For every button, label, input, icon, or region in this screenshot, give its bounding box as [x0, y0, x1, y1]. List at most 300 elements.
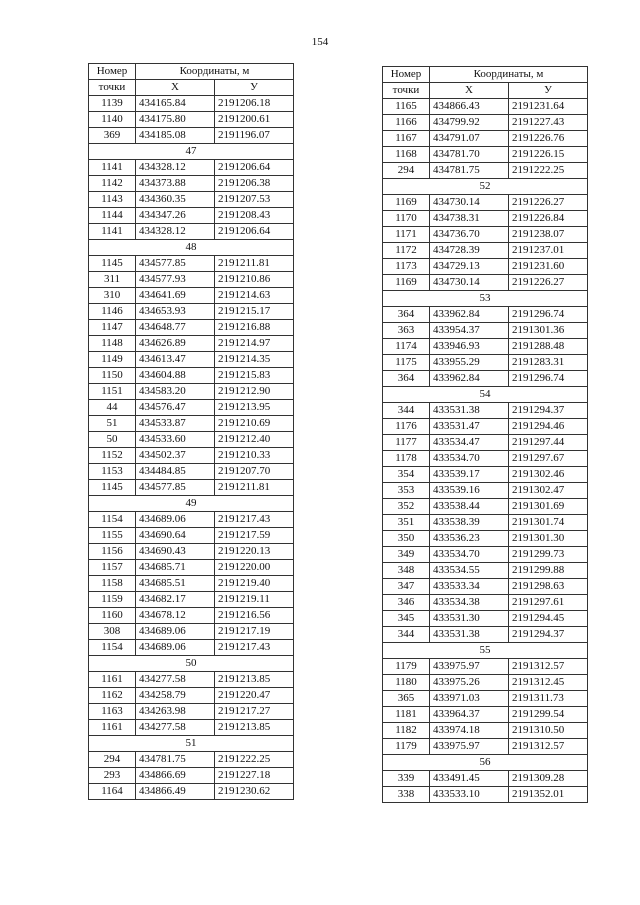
coordinates-header: Координаты, м	[430, 67, 588, 83]
point-number-cell: 1169	[383, 275, 430, 291]
table-row	[383, 675, 588, 691]
point-number-cell: 1177	[383, 435, 430, 451]
y-coordinate-cell: 2191206.18	[215, 96, 294, 112]
point-number-cell: 1161	[89, 672, 136, 688]
table-row	[383, 611, 588, 627]
table-row	[89, 192, 294, 208]
table-row	[89, 528, 294, 544]
table-row	[383, 451, 588, 467]
y-coordinate-cell: 2191298.63	[509, 579, 588, 595]
y-coordinate-cell: 2191283.31	[509, 355, 588, 371]
table-row	[383, 515, 588, 531]
point-number-cell: 1145	[89, 256, 136, 272]
y-coordinate-cell: 2191211.81	[215, 480, 294, 496]
table-row	[89, 416, 294, 432]
table-row	[89, 768, 294, 784]
x-coordinate-cell: 434678.12	[136, 608, 215, 624]
x-coordinate-cell: 434613.47	[136, 352, 215, 368]
x-coordinate-cell: 434185.08	[136, 128, 215, 144]
y-coordinate-cell: 2191309.28	[509, 771, 588, 787]
x-coordinate-cell: 434690.43	[136, 544, 215, 560]
table-row	[89, 448, 294, 464]
group-header-row	[89, 656, 294, 672]
table-row	[89, 464, 294, 480]
y-coordinate-cell: 2191301.30	[509, 531, 588, 547]
point-number-cell: 1165	[383, 99, 430, 115]
x-coordinate-cell: 434738.31	[430, 211, 509, 227]
group-number: 48	[89, 240, 294, 256]
x-coordinate-cell: 433971.03	[430, 691, 509, 707]
point-number-header-line2: точки	[383, 83, 430, 99]
table-row	[89, 784, 294, 800]
x-coordinate-cell: 434328.12	[136, 224, 215, 240]
y-coordinate-cell: 2191213.85	[215, 672, 294, 688]
table-row	[383, 227, 588, 243]
x-coordinate-cell: 434728.39	[430, 243, 509, 259]
x-coordinate-cell: 433539.16	[430, 483, 509, 499]
table-row	[89, 384, 294, 400]
y-coordinate-cell: 2191301.36	[509, 323, 588, 339]
point-number-cell: 1149	[89, 352, 136, 368]
y-coordinate-cell: 2191299.54	[509, 707, 588, 723]
point-number-cell: 354	[383, 467, 430, 483]
point-number-cell: 1169	[383, 195, 430, 211]
x-coordinate-cell: 433975.26	[430, 675, 509, 691]
x-coordinate-cell: 434653.93	[136, 304, 215, 320]
table-row	[383, 691, 588, 707]
table-row	[89, 544, 294, 560]
table-row	[383, 499, 588, 515]
point-number-cell: 1176	[383, 419, 430, 435]
table-row	[89, 608, 294, 624]
point-number-cell: 1155	[89, 528, 136, 544]
group-number: 53	[383, 291, 588, 307]
x-coordinate-cell: 433975.97	[430, 739, 509, 755]
y-coordinate-cell: 2191226.84	[509, 211, 588, 227]
table-row	[89, 688, 294, 704]
y-coordinate-cell: 2191196.07	[215, 128, 294, 144]
table-row	[383, 243, 588, 259]
x-coordinate-cell: 433534.70	[430, 547, 509, 563]
x-coordinate-cell: 434347.26	[136, 208, 215, 224]
y-coordinate-cell: 2191216.88	[215, 320, 294, 336]
x-coordinate-cell: 434866.69	[136, 768, 215, 784]
point-number-cell: 1163	[89, 704, 136, 720]
x-coordinate-cell: 434689.06	[136, 512, 215, 528]
point-number-cell: 1161	[89, 720, 136, 736]
y-column-header: У	[215, 80, 294, 96]
x-coordinate-cell: 433534.70	[430, 451, 509, 467]
x-coordinate-cell: 433531.47	[430, 419, 509, 435]
x-coordinate-cell: 433962.84	[430, 307, 509, 323]
x-coordinate-cell: 433954.37	[430, 323, 509, 339]
group-header-row	[89, 736, 294, 752]
y-coordinate-cell: 2191302.47	[509, 483, 588, 499]
x-coordinate-cell: 434689.06	[136, 624, 215, 640]
x-coordinate-cell: 434165.84	[136, 96, 215, 112]
table-row	[383, 787, 588, 803]
x-coordinate-cell: 434781.75	[430, 163, 509, 179]
table-row	[89, 304, 294, 320]
y-coordinate-cell: 2191226.27	[509, 195, 588, 211]
y-coordinate-cell: 2191220.00	[215, 560, 294, 576]
x-coordinate-cell: 434577.93	[136, 272, 215, 288]
table-row	[89, 592, 294, 608]
x-coordinate-cell: 433962.84	[430, 371, 509, 387]
y-coordinate-cell: 2191352.01	[509, 787, 588, 803]
point-number-cell: 294	[383, 163, 430, 179]
y-coordinate-cell: 2191231.60	[509, 259, 588, 275]
point-number-cell: 1182	[383, 723, 430, 739]
point-number-cell: 1152	[89, 448, 136, 464]
table-row	[89, 336, 294, 352]
point-number-cell: 1143	[89, 192, 136, 208]
y-coordinate-cell: 2191215.83	[215, 368, 294, 384]
y-coordinate-cell: 2191238.07	[509, 227, 588, 243]
point-number-cell: 1145	[89, 480, 136, 496]
point-number-cell: 347	[383, 579, 430, 595]
y-coordinate-cell: 2191294.37	[509, 403, 588, 419]
point-number-cell: 345	[383, 611, 430, 627]
y-coordinate-cell: 2191220.47	[215, 688, 294, 704]
point-number-cell: 1139	[89, 96, 136, 112]
x-coordinate-cell: 434685.71	[136, 560, 215, 576]
y-coordinate-cell: 2191215.17	[215, 304, 294, 320]
x-coordinate-cell: 434685.51	[136, 576, 215, 592]
x-coordinate-cell: 434781.70	[430, 147, 509, 163]
table-row	[383, 307, 588, 323]
x-coordinate-cell: 433533.10	[430, 787, 509, 803]
x-coordinate-cell: 434866.43	[430, 99, 509, 115]
y-coordinate-cell: 2191208.43	[215, 208, 294, 224]
table-row	[89, 720, 294, 736]
y-coordinate-cell: 2191212.90	[215, 384, 294, 400]
point-number-cell: 1178	[383, 451, 430, 467]
table-row	[383, 339, 588, 355]
table-row	[383, 563, 588, 579]
y-coordinate-cell: 2191294.45	[509, 611, 588, 627]
table-row	[383, 147, 588, 163]
x-coordinate-cell: 434736.70	[430, 227, 509, 243]
x-coordinate-cell: 434577.85	[136, 256, 215, 272]
point-number-cell: 50	[89, 432, 136, 448]
point-number-cell: 339	[383, 771, 430, 787]
group-header-row	[89, 240, 294, 256]
y-coordinate-cell: 2191312.57	[509, 659, 588, 675]
y-coordinate-cell: 2191206.38	[215, 176, 294, 192]
point-number-cell: 365	[383, 691, 430, 707]
table-row	[89, 512, 294, 528]
group-header-row	[89, 496, 294, 512]
x-coordinate-cell: 434328.12	[136, 160, 215, 176]
table-row	[383, 371, 588, 387]
x-column-header: Х	[430, 83, 509, 99]
point-number-cell: 1160	[89, 608, 136, 624]
point-number-cell: 51	[89, 416, 136, 432]
table-header-row	[89, 64, 294, 80]
group-number: 50	[89, 656, 294, 672]
x-coordinate-cell: 434648.77	[136, 320, 215, 336]
table-row	[383, 115, 588, 131]
group-number: 55	[383, 643, 588, 659]
y-coordinate-cell: 2191210.86	[215, 272, 294, 288]
table-row	[89, 640, 294, 656]
point-number-cell: 338	[383, 787, 430, 803]
y-coordinate-cell: 2191214.63	[215, 288, 294, 304]
table-row	[383, 467, 588, 483]
table-row	[383, 739, 588, 755]
x-coordinate-cell: 434175.80	[136, 112, 215, 128]
y-coordinate-cell: 2191210.69	[215, 416, 294, 432]
y-coordinate-cell: 2191200.61	[215, 112, 294, 128]
point-number-cell: 350	[383, 531, 430, 547]
x-coordinate-cell: 433534.47	[430, 435, 509, 451]
y-coordinate-cell: 2191219.11	[215, 592, 294, 608]
point-number-cell: 1141	[89, 224, 136, 240]
table-header-row	[383, 67, 588, 83]
y-coordinate-cell: 2191217.27	[215, 704, 294, 720]
point-number-cell: 1180	[383, 675, 430, 691]
point-number-cell: 1141	[89, 160, 136, 176]
point-number-cell: 344	[383, 627, 430, 643]
x-coordinate-cell: 433955.29	[430, 355, 509, 371]
point-number-cell: 310	[89, 288, 136, 304]
point-number-cell: 352	[383, 499, 430, 515]
table-row	[89, 176, 294, 192]
point-number-cell: 1146	[89, 304, 136, 320]
table-row	[383, 627, 588, 643]
point-number-cell: 1173	[383, 259, 430, 275]
coordinates-table-right	[382, 66, 588, 803]
y-coordinate-cell: 2191217.19	[215, 624, 294, 640]
table-row	[383, 659, 588, 675]
y-coordinate-cell: 2191212.40	[215, 432, 294, 448]
table-row	[383, 323, 588, 339]
table-row	[383, 723, 588, 739]
point-number-cell: 1164	[89, 784, 136, 800]
x-coordinate-cell: 433946.93	[430, 339, 509, 355]
page-number: 154	[311, 36, 329, 48]
x-coordinate-cell: 433534.55	[430, 563, 509, 579]
y-coordinate-cell: 2191299.88	[509, 563, 588, 579]
point-number-cell: 1151	[89, 384, 136, 400]
x-coordinate-cell: 434729.13	[430, 259, 509, 275]
x-coordinate-cell: 433533.34	[430, 579, 509, 595]
table-row	[89, 272, 294, 288]
x-coordinate-cell: 434277.58	[136, 720, 215, 736]
table-row	[89, 128, 294, 144]
point-number-cell: 351	[383, 515, 430, 531]
group-header-row	[383, 291, 588, 307]
point-number-header: Номер	[89, 64, 136, 80]
point-number-cell: 363	[383, 323, 430, 339]
y-coordinate-cell: 2191227.18	[215, 768, 294, 784]
table-row	[89, 112, 294, 128]
y-coordinate-cell: 2191310.50	[509, 723, 588, 739]
y-coordinate-cell: 2191222.25	[509, 163, 588, 179]
group-number: 52	[383, 179, 588, 195]
y-coordinate-cell: 2191302.46	[509, 467, 588, 483]
point-number-cell: 349	[383, 547, 430, 563]
table-row	[383, 99, 588, 115]
table-subheader-row	[89, 80, 294, 96]
point-number-cell: 1156	[89, 544, 136, 560]
point-number-cell: 1140	[89, 112, 136, 128]
y-coordinate-cell: 2191294.37	[509, 627, 588, 643]
point-number-cell: 1167	[383, 131, 430, 147]
point-number-cell: 346	[383, 595, 430, 611]
x-coordinate-cell: 434576.47	[136, 400, 215, 416]
point-number-cell: 1148	[89, 336, 136, 352]
point-number-cell: 1154	[89, 512, 136, 528]
point-number-cell: 1181	[383, 707, 430, 723]
table-subheader-row	[383, 83, 588, 99]
point-number-cell: 1142	[89, 176, 136, 192]
table-row	[383, 259, 588, 275]
group-number: 54	[383, 387, 588, 403]
point-number-header-line2: точки	[89, 80, 136, 96]
x-coordinate-cell: 434263.98	[136, 704, 215, 720]
y-coordinate-cell: 2191206.64	[215, 224, 294, 240]
y-coordinate-cell: 2191296.74	[509, 371, 588, 387]
y-coordinate-cell: 2191222.25	[215, 752, 294, 768]
group-number: 51	[89, 736, 294, 752]
table-row	[89, 624, 294, 640]
table-row	[89, 560, 294, 576]
x-coordinate-cell: 434689.06	[136, 640, 215, 656]
x-coordinate-cell: 433491.45	[430, 771, 509, 787]
x-coordinate-cell: 434791.07	[430, 131, 509, 147]
y-coordinate-cell: 2191296.74	[509, 307, 588, 323]
y-coordinate-cell: 2191220.13	[215, 544, 294, 560]
table-row	[383, 579, 588, 595]
point-number-cell: 1174	[383, 339, 430, 355]
table-row	[383, 131, 588, 147]
y-coordinate-cell: 2191219.40	[215, 576, 294, 592]
table-row	[383, 595, 588, 611]
table-row	[89, 368, 294, 384]
point-number-header: Номер	[383, 67, 430, 83]
point-number-cell: 1168	[383, 147, 430, 163]
point-number-cell: 294	[89, 752, 136, 768]
point-number-cell: 44	[89, 400, 136, 416]
table-row	[89, 480, 294, 496]
y-coordinate-cell: 2191217.43	[215, 512, 294, 528]
y-coordinate-cell: 2191301.69	[509, 499, 588, 515]
table-row	[383, 195, 588, 211]
point-number-cell: 1172	[383, 243, 430, 259]
table-row	[89, 752, 294, 768]
table-row	[89, 208, 294, 224]
y-coordinate-cell: 2191299.73	[509, 547, 588, 563]
x-coordinate-cell: 434682.17	[136, 592, 215, 608]
y-coordinate-cell: 2191217.59	[215, 528, 294, 544]
point-number-cell: 1159	[89, 592, 136, 608]
y-coordinate-cell: 2191312.57	[509, 739, 588, 755]
table-row	[383, 355, 588, 371]
x-coordinate-cell: 434690.64	[136, 528, 215, 544]
y-column-header: У	[509, 83, 588, 99]
point-number-cell: 369	[89, 128, 136, 144]
point-number-cell: 364	[383, 307, 430, 323]
y-coordinate-cell: 2191216.56	[215, 608, 294, 624]
y-coordinate-cell: 2191226.27	[509, 275, 588, 291]
x-coordinate-cell: 433534.38	[430, 595, 509, 611]
point-number-cell: 1166	[383, 115, 430, 131]
point-number-cell: 1144	[89, 208, 136, 224]
y-coordinate-cell: 2191206.64	[215, 160, 294, 176]
table-row	[89, 288, 294, 304]
point-number-cell: 1158	[89, 576, 136, 592]
table-row	[383, 483, 588, 499]
point-number-cell: 311	[89, 272, 136, 288]
x-column-header: Х	[136, 80, 215, 96]
x-coordinate-cell: 433974.18	[430, 723, 509, 739]
x-coordinate-cell: 434373.88	[136, 176, 215, 192]
y-coordinate-cell: 2191211.81	[215, 256, 294, 272]
point-number-cell: 1162	[89, 688, 136, 704]
x-coordinate-cell: 434533.87	[136, 416, 215, 432]
x-coordinate-cell: 434484.85	[136, 464, 215, 480]
point-number-cell: 1179	[383, 739, 430, 755]
point-number-cell: 1150	[89, 368, 136, 384]
group-header-row	[89, 144, 294, 160]
point-number-cell: 348	[383, 563, 430, 579]
x-coordinate-cell: 433536.23	[430, 531, 509, 547]
point-number-cell: 1153	[89, 464, 136, 480]
group-header-row	[383, 179, 588, 195]
table-row	[383, 211, 588, 227]
y-coordinate-cell: 2191214.35	[215, 352, 294, 368]
point-number-cell: 308	[89, 624, 136, 640]
x-coordinate-cell: 434577.85	[136, 480, 215, 496]
y-coordinate-cell: 2191214.97	[215, 336, 294, 352]
x-coordinate-cell: 434641.69	[136, 288, 215, 304]
y-coordinate-cell: 2191217.43	[215, 640, 294, 656]
y-coordinate-cell: 2191237.01	[509, 243, 588, 259]
x-coordinate-cell: 434533.60	[136, 432, 215, 448]
table-row	[383, 547, 588, 563]
point-number-cell: 1171	[383, 227, 430, 243]
x-coordinate-cell: 433531.38	[430, 403, 509, 419]
x-coordinate-cell: 434604.88	[136, 368, 215, 384]
group-number: 47	[89, 144, 294, 160]
group-number: 56	[383, 755, 588, 771]
point-number-cell: 1179	[383, 659, 430, 675]
point-number-cell: 1147	[89, 320, 136, 336]
table-row	[383, 419, 588, 435]
point-number-cell: 364	[383, 371, 430, 387]
table-row	[89, 224, 294, 240]
coordinates-header: Координаты, м	[136, 64, 294, 80]
y-coordinate-cell: 2191288.48	[509, 339, 588, 355]
point-number-cell: 1154	[89, 640, 136, 656]
table-row	[89, 352, 294, 368]
y-coordinate-cell: 2191207.70	[215, 464, 294, 480]
table-row	[383, 163, 588, 179]
x-coordinate-cell: 433531.30	[430, 611, 509, 627]
y-coordinate-cell: 2191213.95	[215, 400, 294, 416]
point-number-cell: 1175	[383, 355, 430, 371]
x-coordinate-cell: 434730.14	[430, 275, 509, 291]
y-coordinate-cell: 2191297.61	[509, 595, 588, 611]
x-coordinate-cell: 434781.75	[136, 752, 215, 768]
y-coordinate-cell: 2191227.43	[509, 115, 588, 131]
point-number-cell: 293	[89, 768, 136, 784]
y-coordinate-cell: 2191312.45	[509, 675, 588, 691]
x-coordinate-cell: 434360.35	[136, 192, 215, 208]
x-coordinate-cell: 433538.44	[430, 499, 509, 515]
